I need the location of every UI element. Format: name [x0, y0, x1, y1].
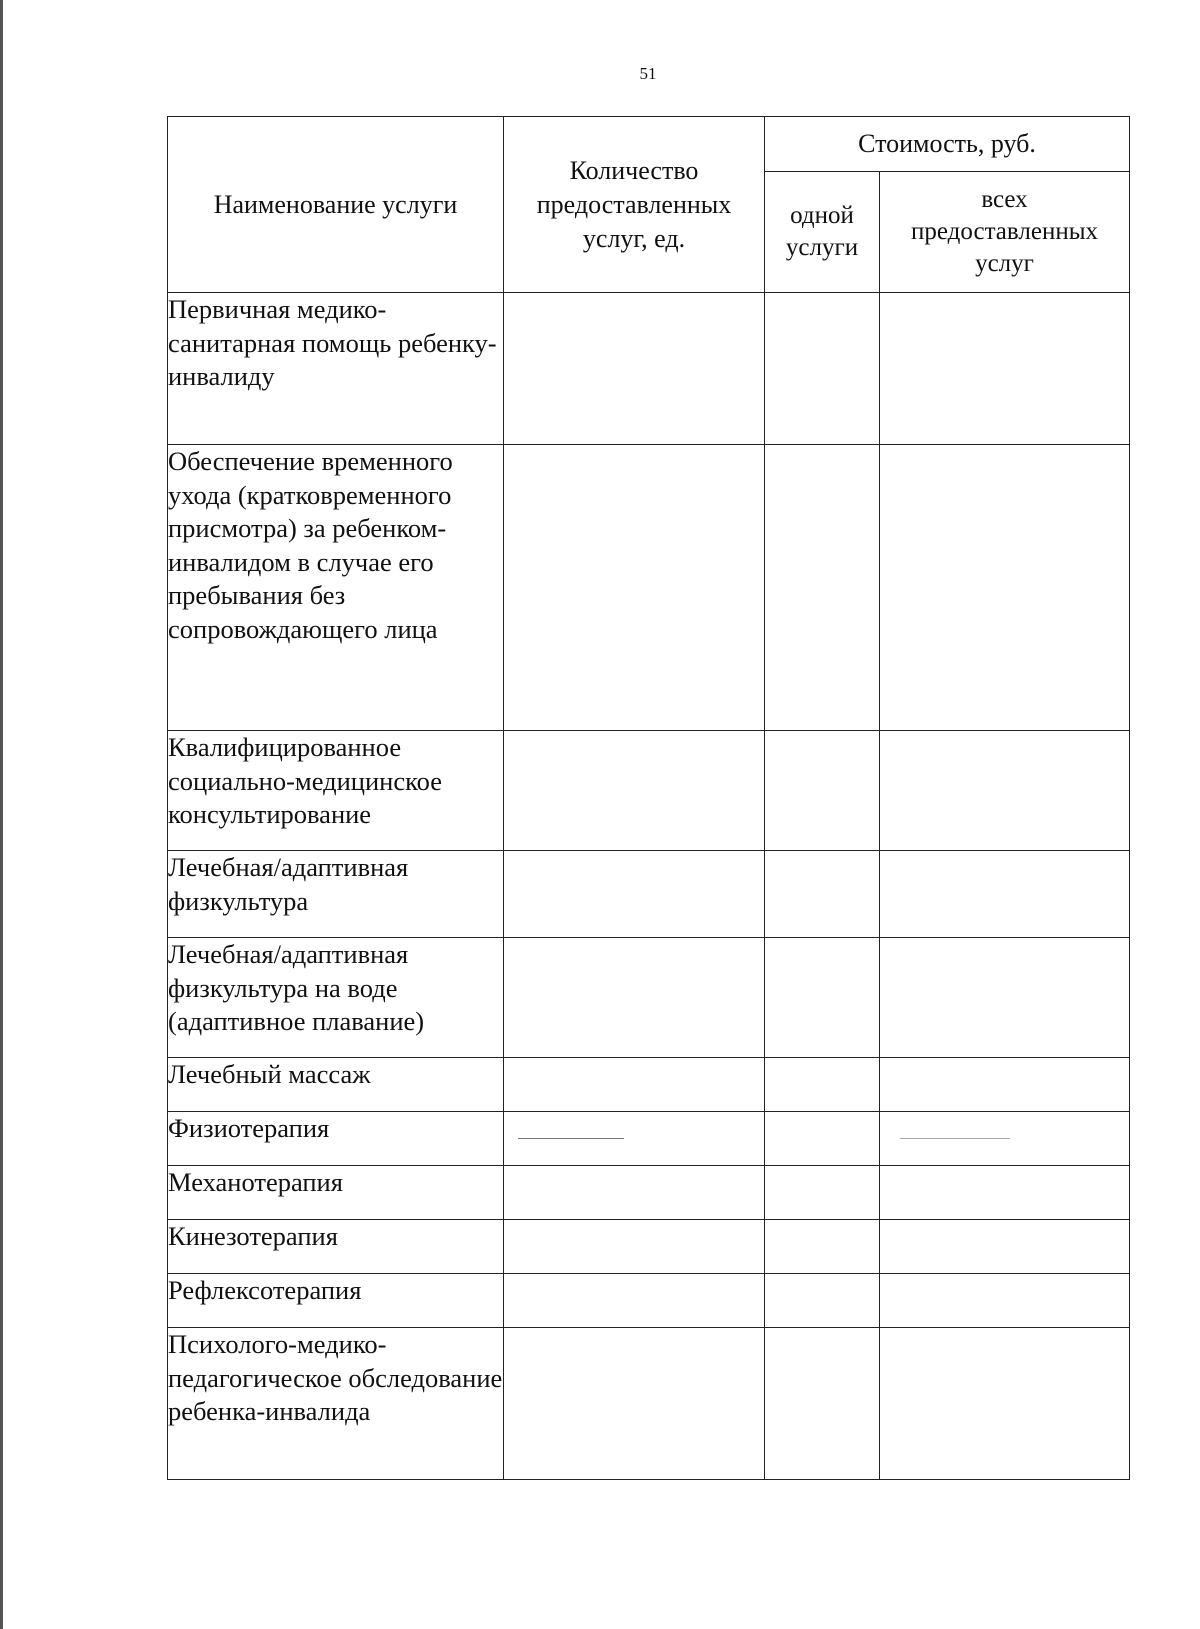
dash-mark: [900, 1138, 1010, 1139]
service-name-cell: Механотерапия: [168, 1166, 504, 1220]
quantity-cell: [504, 1112, 765, 1166]
cost-one-cell: [765, 445, 880, 731]
service-name-cell: Лечебная/адаптивная физкультура на воде (адаптивное плавание): [168, 938, 504, 1058]
quantity-cell: [504, 293, 765, 445]
cost-all-cell: [880, 1328, 1130, 1480]
table-row: [168, 445, 1130, 731]
header-row-top: [168, 117, 1130, 172]
cost-all-cell: [880, 938, 1130, 1058]
cost-one-cell: [765, 293, 880, 445]
table-row: [168, 851, 1130, 938]
cost-all-cell: [880, 1112, 1130, 1166]
quantity-cell: [504, 1328, 765, 1480]
page-number: 51: [639, 64, 657, 83]
service-name-cell: Обеспечение временного ухода (кратковременного присмотра) за ребенком-инвалидом в случае его пребывания без сопровождающего лица: [168, 445, 504, 731]
header-cost-all-services: всех предоставленных услуг: [880, 172, 1130, 293]
cost-one-cell: [765, 1058, 880, 1112]
scan-left-edge: [0, 0, 3, 1629]
service-name-cell: Лечебная/адаптивная физкультура: [168, 851, 504, 938]
quantity-cell: [504, 1058, 765, 1112]
cost-one-cell: [765, 1112, 880, 1166]
cost-all-cell: [880, 1058, 1130, 1112]
header-cost: Стоимость, руб.: [765, 117, 1130, 172]
table-header: [168, 117, 1130, 293]
cost-one-cell: [765, 1220, 880, 1274]
cost-all-cell: [880, 731, 1130, 851]
table-body: [168, 293, 1130, 1480]
table-row: [168, 1328, 1130, 1480]
table-row: [168, 1220, 1130, 1274]
quantity-cell: [504, 851, 765, 938]
header-service-name: Наименование услуги: [168, 117, 504, 293]
service-name-cell: Психолого-медико-педагогическое обследование ребенка-инвалида: [168, 1328, 504, 1480]
service-name-cell: Рефлексотерапия: [168, 1274, 504, 1328]
header-quantity: Количество предоставленных услуг, ед.: [504, 117, 765, 293]
service-name-cell: Кинезотерапия: [168, 1220, 504, 1274]
quantity-cell: [504, 445, 765, 731]
table-row: [168, 1166, 1130, 1220]
quantity-cell: [504, 1166, 765, 1220]
service-name-cell: Лечебный массаж: [168, 1058, 504, 1112]
quantity-cell: [504, 938, 765, 1058]
cost-one-cell: [765, 1328, 880, 1480]
cost-one-cell: [765, 938, 880, 1058]
cost-all-cell: [880, 851, 1130, 938]
cost-one-cell: [765, 731, 880, 851]
table-row: [168, 1274, 1130, 1328]
quantity-cell: [504, 1274, 765, 1328]
table-row: [168, 938, 1130, 1058]
service-name-cell: Физиотерапия: [168, 1112, 504, 1166]
cost-all-cell: [880, 445, 1130, 731]
service-name-cell: Первичная медико-санитарная помощь ребенку-инвалиду: [168, 293, 504, 445]
services-table: [167, 116, 1130, 1480]
table-row: [168, 1112, 1130, 1166]
cost-all-cell: [880, 1274, 1130, 1328]
quantity-cell: [504, 1220, 765, 1274]
cost-one-cell: [765, 1166, 880, 1220]
cost-all-cell: [880, 1166, 1130, 1220]
table-row: [168, 1058, 1130, 1112]
cost-one-cell: [765, 851, 880, 938]
dash-mark: [518, 1138, 624, 1139]
cost-all-cell: [880, 1220, 1130, 1274]
cost-one-cell: [765, 1274, 880, 1328]
cost-all-cell: [880, 293, 1130, 445]
service-name-cell: Квалифицированное социально-медицинское консультирование: [168, 731, 504, 851]
table-row: [168, 731, 1130, 851]
quantity-cell: [504, 731, 765, 851]
header-cost-one-service: одной услуги: [765, 172, 880, 293]
table-row: [168, 293, 1130, 445]
